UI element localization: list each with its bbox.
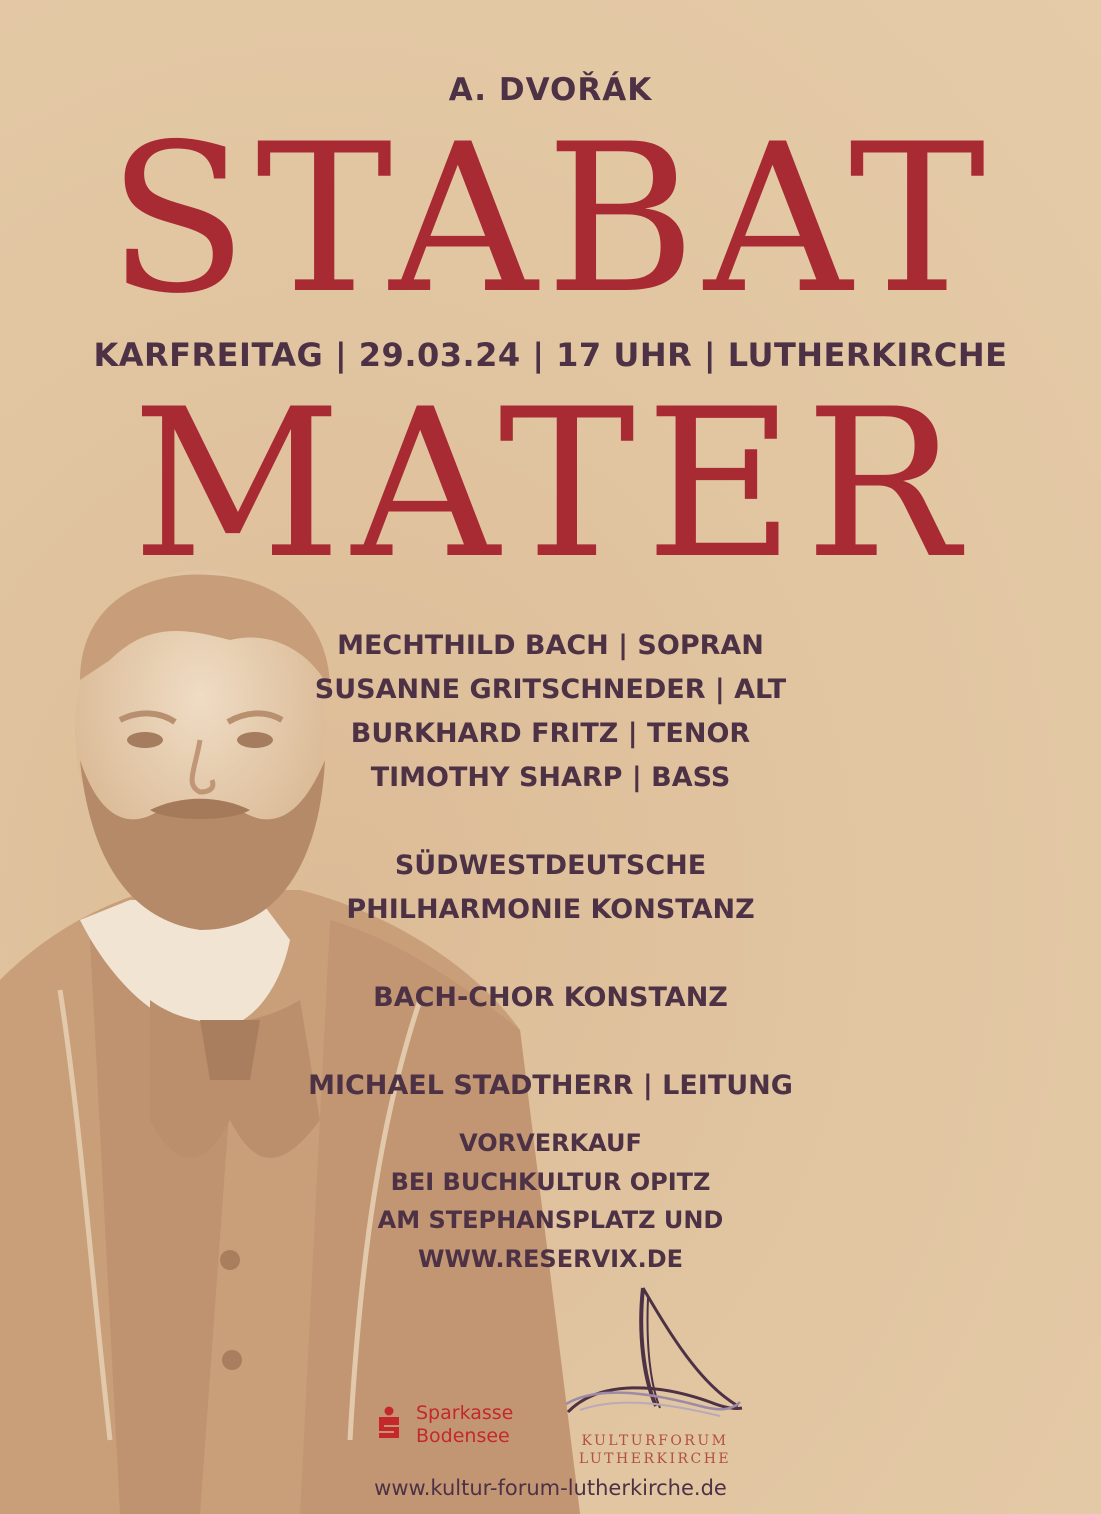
title-stabat: STABAT (107, 101, 994, 339)
kulturforum-logo (560, 1284, 750, 1474)
composer-name: A. DVOŘÁK (448, 72, 653, 108)
title-mater: MATER (131, 366, 970, 604)
presale-line-1: VORVERKAUF (459, 1129, 642, 1157)
conductor: MICHAEL STADTHERR | LEITUNG (308, 1070, 793, 1101)
soloist-tenor: BURKHARD FRITZ | TENOR (350, 718, 751, 749)
presale-url[interactable]: WWW.RESERVIX.DE (417, 1244, 684, 1273)
presale-line-2: BEI BUCHKULTUR OPITZ (390, 1167, 711, 1196)
sparkasse-name (416, 1402, 513, 1448)
orchestra-line-2: PHILHARMONIE KONSTANZ (346, 894, 755, 925)
kulturforum-name-line1: KULTURFORUM (581, 1433, 729, 1449)
kulturforum-name-line2: LUTHERKIRCHE (578, 1451, 732, 1467)
kulturforum-sail-logo-icon (560, 1284, 750, 1432)
presale-line-3: AM STEPHANSPLATZ UND (377, 1206, 724, 1234)
sparkasse-logo-icon (376, 1406, 402, 1442)
event-details: KARFREITAG | 29.03.24 | 17 UHR | LUTHERKIRCHE (93, 336, 1008, 374)
sparkasse-name-line1: Sparkasse (416, 1402, 514, 1424)
soloist-alt: SUSANNE GRITSCHNEDER | ALT (314, 674, 787, 705)
soloist-soprano: MECHTHILD BACH | SOPRAN (337, 630, 764, 661)
sparkasse-name-line2: Bodensee (416, 1425, 510, 1447)
kulturforum-name (560, 1432, 750, 1468)
choir-name: BACH-CHOR KONSTANZ (373, 982, 728, 1013)
presale-info (0, 1124, 1101, 1278)
soloist-bass: TIMOTHY SHARP | BASS (370, 762, 731, 793)
website-link[interactable]: www.kultur-forum-lutherkirche.de (374, 1476, 727, 1500)
orchestra-line-1: SÜDWESTDEUTSCHE (394, 850, 707, 881)
sparkasse-sponsor (372, 1402, 532, 1472)
performer-list (0, 624, 1101, 1108)
